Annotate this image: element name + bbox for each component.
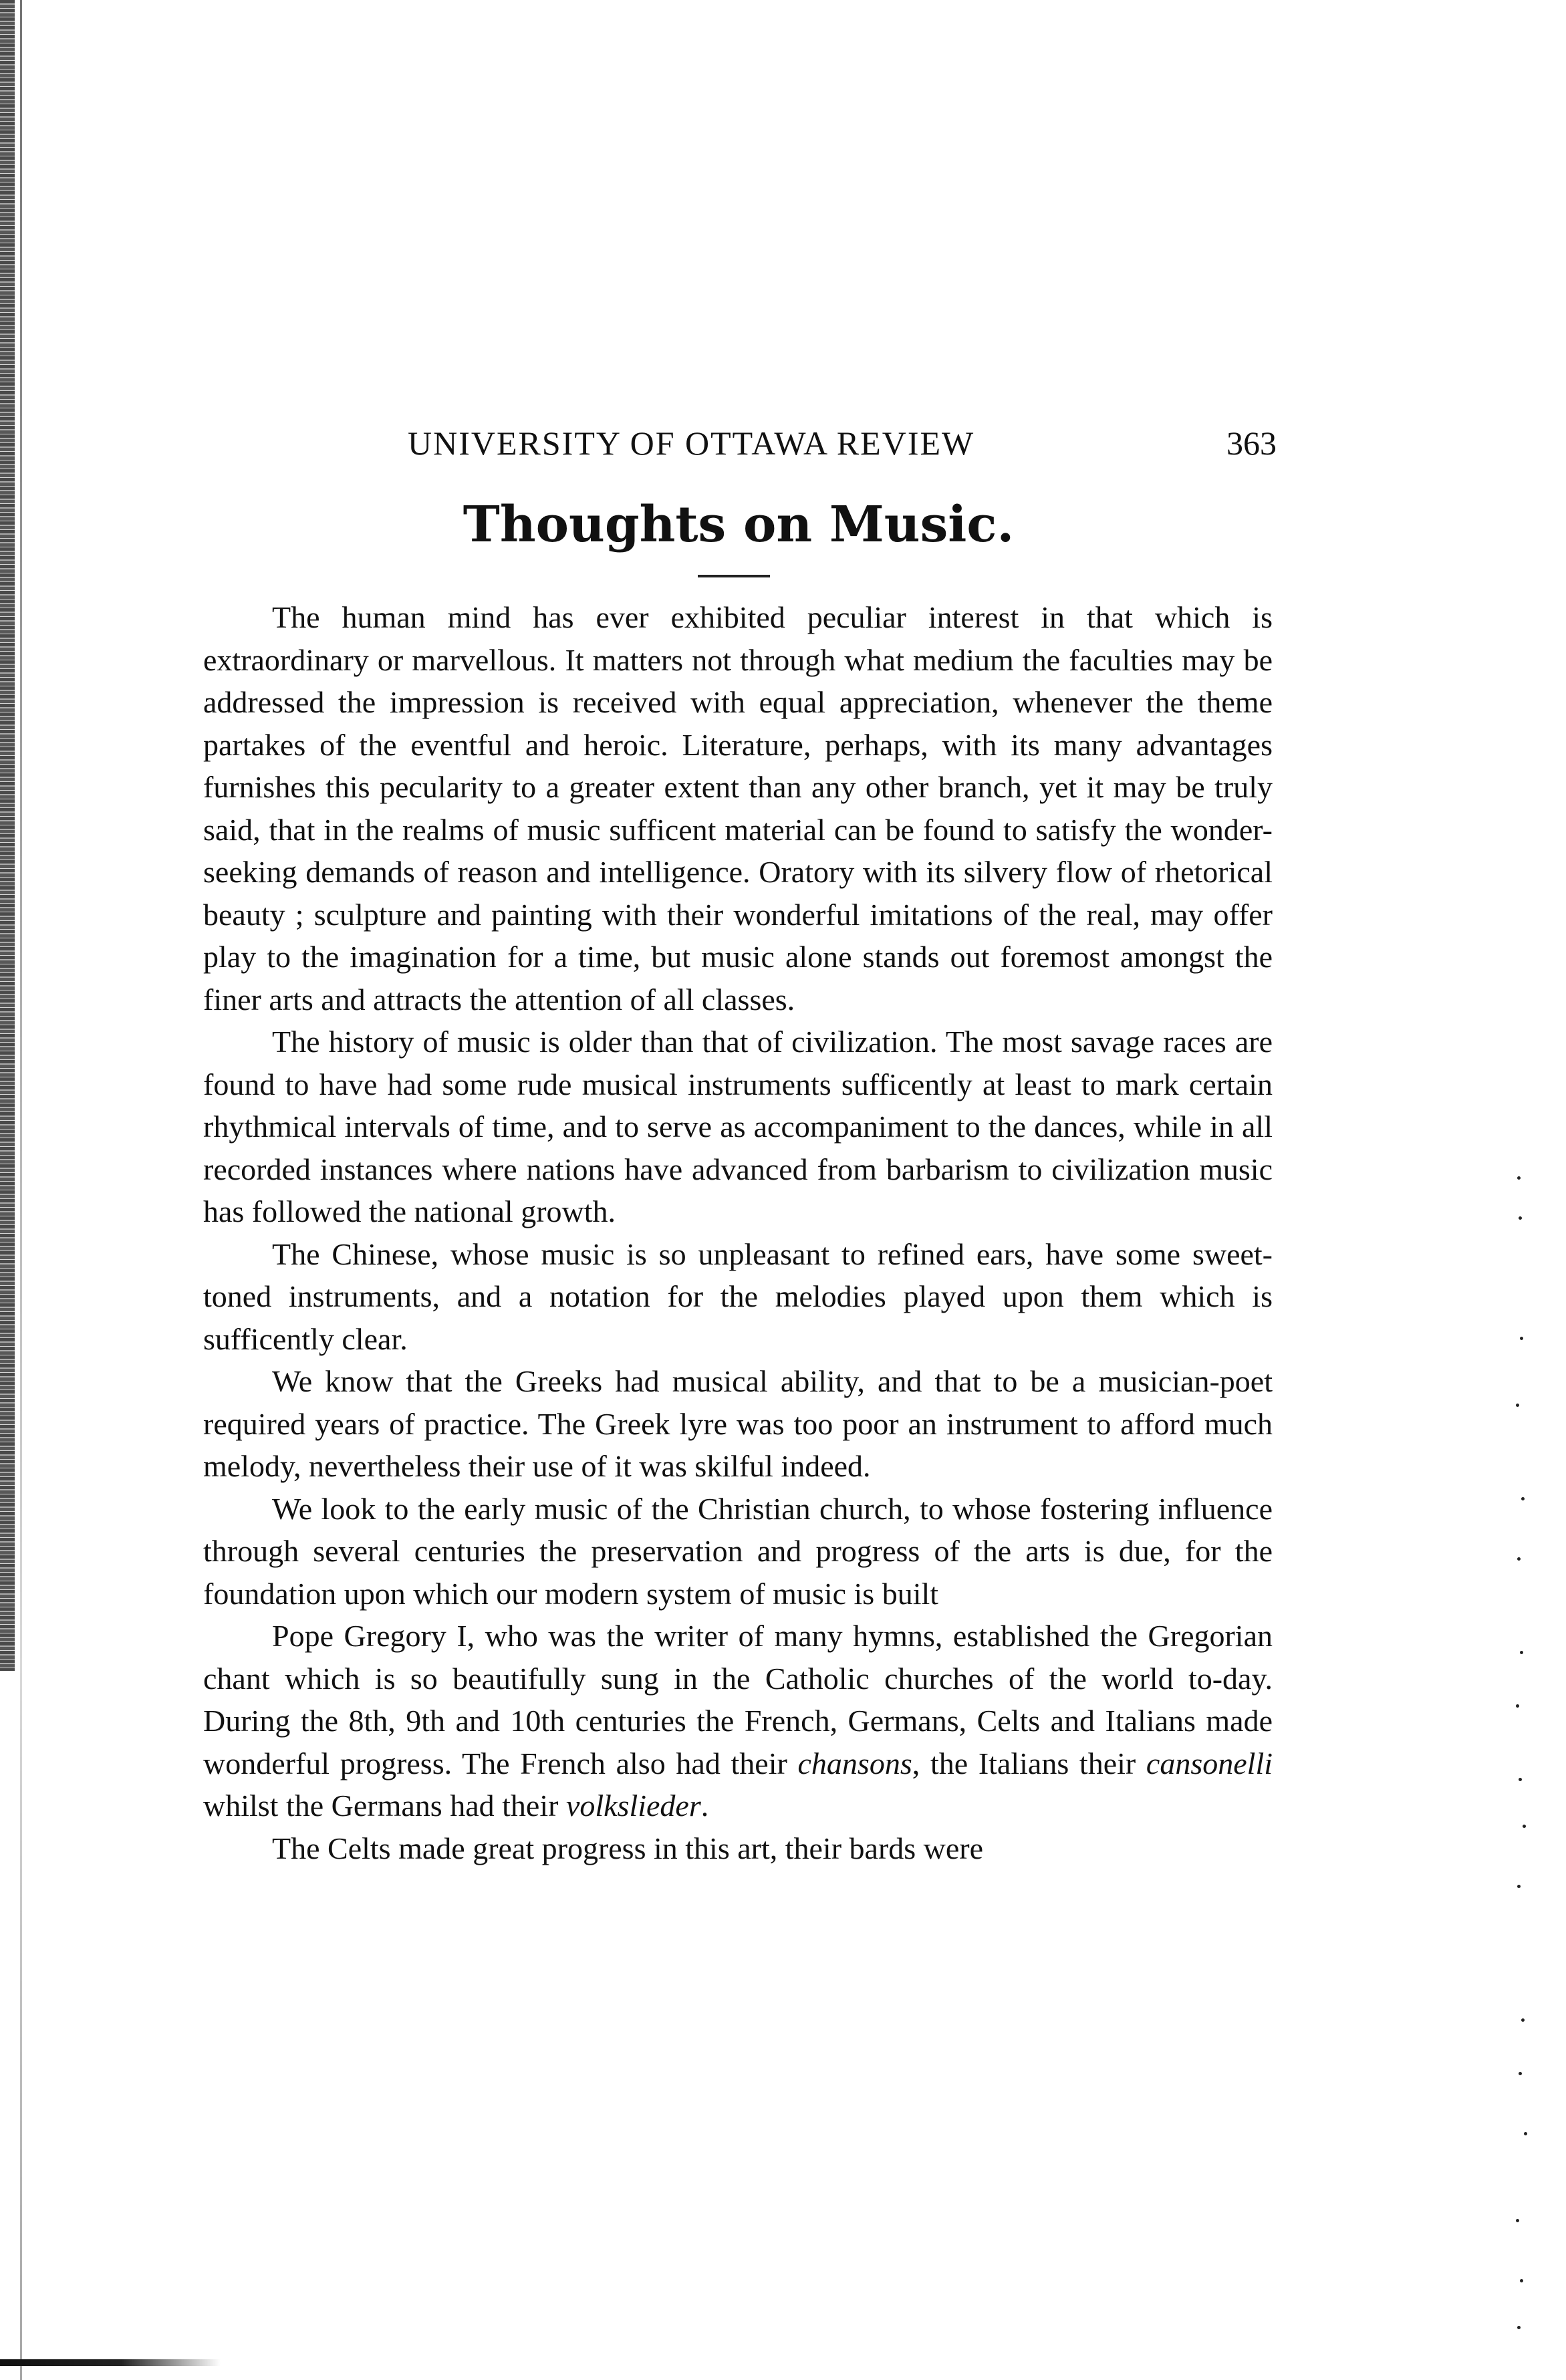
paragraph-text: The human mind has ever exhibited peculiar interest in that which is extraordinary or marvellous. It matters not through what medium the faculties may be addressed the impression is received with equal appreciation, whenever the theme partakes of the eventful and heroic. Literature, perhaps, with its many advantages furnishes this pecularity to a greater extent than any other branch, yet it may be truly said, that in the realms of music sufficent material can be found to satisfy the wonder-seeking demands of reason and intelligence. Oratory with its silvery flow of rhetorical beauty ; sculpture and painting with their wonderful imitations of the real, may offer play to the imagination for a time, but music alone stands out foremost amongst the finer arts and attracts the attention of all classes. bbox=[203, 600, 1273, 1017]
page-number: 363 bbox=[1226, 424, 1277, 462]
italic-term: chansons bbox=[797, 1746, 912, 1780]
italic-term: cansonelli bbox=[1146, 1746, 1273, 1780]
title-divider bbox=[698, 575, 770, 577]
paragraph-text: , the Italians their bbox=[912, 1746, 1146, 1780]
paragraph-text: The Chinese, whose music is so unpleasant to refined ears, have some sweet-toned instruments, and a notation for the melodies played upon them which is sufficently clear. bbox=[203, 1236, 1273, 1356]
paragraph-text: We look to the early music of the Christian church, to whose fostering influence through several centuries the preservation and progress of the arts is due, for the foundation upon which our modern system of music is built bbox=[203, 1491, 1273, 1611]
paragraph bbox=[203, 1488, 1273, 1615]
paragraph bbox=[203, 1827, 1273, 1870]
paragraph bbox=[203, 596, 1273, 1021]
paragraph-text: We know that the Greeks had musical ability, and that to be a musician-poet required years of practice. The Greek lyre was too poor an instrument to afford much melody, nevertheless their use of it was skilful indeed. bbox=[203, 1364, 1273, 1483]
page-binding-edge bbox=[0, 0, 15, 1671]
scan-edge-mark bbox=[0, 2359, 221, 2366]
margin-specks bbox=[1504, 936, 1557, 2373]
paragraph bbox=[203, 1360, 1273, 1488]
paragraph-text: Pope Gregory I, who was the writer of many hymns, established the Gregorian chant which is so beautifully sung in the Catholic churches of the world to-day. During the 8th, 9th and 10th centuries the French, Germans, Celts and Italians made wonderful progress. The French also had their bbox=[203, 1619, 1273, 1780]
paragraph-text: . bbox=[700, 1789, 709, 1823]
running-head bbox=[201, 424, 1277, 484]
paragraph-text: whilst the Germans had their bbox=[203, 1789, 566, 1823]
paragraph bbox=[203, 1233, 1273, 1361]
article-body bbox=[203, 596, 1273, 1869]
article-title: Thoughts on Music. bbox=[463, 496, 1015, 553]
journal-title: UNIVERSITY OF OTTAWA REVIEW bbox=[408, 424, 975, 462]
page-gutter-line bbox=[20, 0, 22, 2380]
paragraph bbox=[203, 1021, 1273, 1233]
paragraph-text: The history of music is older than that of civilization. The most savage races are found to have had some rude musical instruments sufficently at least to mark certain rhythmical intervals of time, and to serve as accompaniment to the dances, while in all recorded instances where nations have advanced from barbarism to civilization music has followed the national growth. bbox=[203, 1025, 1273, 1228]
paragraph-text: The Celts made great progress in this art, their bards were bbox=[272, 1831, 984, 1865]
paragraph bbox=[203, 1615, 1273, 1827]
italic-term: volkslieder bbox=[565, 1789, 701, 1823]
